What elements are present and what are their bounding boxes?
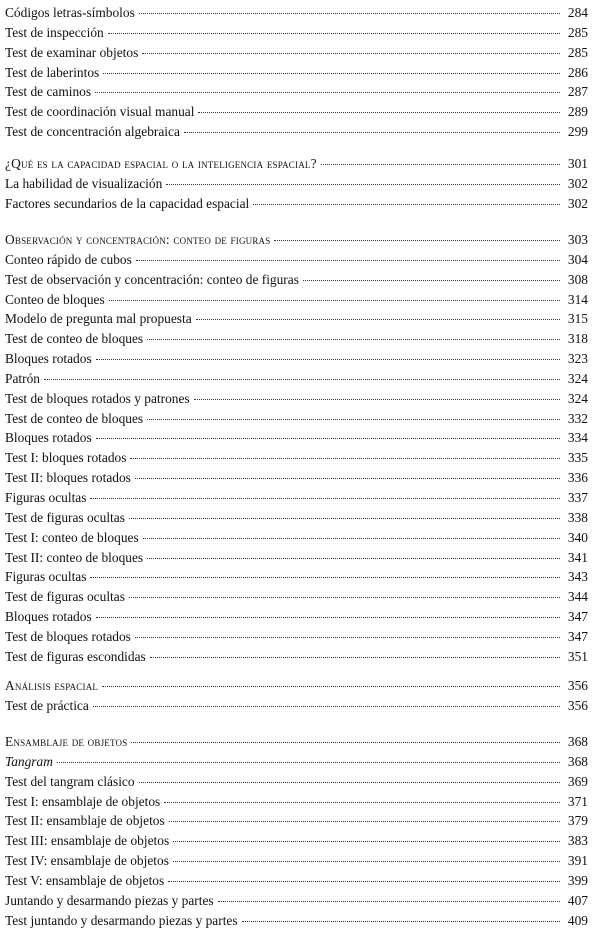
toc-entry-page: 334: [567, 430, 588, 446]
toc-entry-title: Test I: bloques rotados: [5, 450, 127, 466]
toc-entry: [0, 831, 600, 851]
toc-entry-title: Test de caminos: [5, 84, 92, 100]
toc-section: [0, 154, 600, 214]
toc-entry-title: Bloques rotados: [5, 351, 92, 367]
dot-leader: [135, 477, 560, 479]
toc-entry-page: 324: [567, 370, 588, 386]
toc-entry-title: ¿Qué es la capacidad espacial o la inteligencia espacial?: [5, 156, 317, 171]
dot-leader: [93, 705, 560, 707]
toc-entry: [0, 732, 600, 752]
toc-entry: [0, 369, 600, 389]
dot-leader: [131, 741, 560, 743]
toc-entry-title: Test II: bloques rotados: [5, 470, 131, 486]
toc-entry-title: Test del tangram clásico: [5, 773, 135, 789]
toc-entry-title: Test de examinar objetos: [5, 44, 139, 60]
toc-entry-title: Test de bloques rotados y patrones: [5, 390, 190, 406]
dot-leader: [129, 517, 560, 519]
toc-entry-page: 308: [567, 271, 588, 287]
toc-entry-title: Test de bloques rotados: [5, 628, 131, 644]
toc-entry-title: Juntando y desarmando piezas y partes: [5, 892, 214, 908]
toc-entry-page: 344: [567, 589, 588, 605]
toc-entry-title: Test juntando y desarmando piezas y partes: [5, 912, 238, 928]
toc-entry-page: 347: [567, 609, 588, 625]
toc-entry-title: Modelo de pregunta mal propuesta: [5, 311, 192, 327]
toc-entry-title: Observación y concentración: conteo de figuras: [5, 232, 271, 247]
toc-entry-title: Patrón: [5, 370, 40, 386]
dot-leader: [147, 338, 560, 340]
toc-entry-page: 347: [567, 628, 588, 644]
toc-entry-title: Análisis espacial: [5, 678, 99, 693]
dot-leader: [108, 32, 560, 34]
toc-entry: [0, 174, 600, 194]
toc-entry-page: 286: [567, 64, 588, 80]
toc-entry: [0, 752, 600, 772]
toc-entry: [0, 696, 600, 716]
toc-entry-title: La habilidad de visualización: [5, 175, 163, 191]
toc-entry-page: 337: [567, 489, 588, 505]
toc-entry: [0, 230, 600, 250]
dot-leader: [57, 761, 560, 763]
dot-leader: [142, 52, 560, 54]
toc-entry: [0, 3, 600, 23]
toc-entry-page: 301: [567, 156, 588, 171]
toc-entry-page: 338: [567, 509, 588, 525]
toc-entry-title: Test de práctica: [5, 697, 89, 713]
toc-entry: [0, 871, 600, 891]
dot-leader: [135, 636, 560, 638]
toc-entry-title: Test de coordinación visual manual: [5, 104, 195, 120]
toc-entry-page: 303: [567, 232, 588, 247]
toc-entry: [0, 329, 600, 349]
dot-leader: [150, 656, 560, 658]
toc-entry: [0, 43, 600, 63]
toc-entry: [0, 528, 600, 548]
toc-entry-page: 407: [567, 892, 588, 908]
toc-entry: [0, 851, 600, 871]
dot-leader: [173, 860, 560, 862]
toc-entry-page: 368: [567, 734, 588, 749]
toc-entry-title: Test III: ensamblaje de objetos: [5, 833, 170, 849]
toc-entry: [0, 468, 600, 488]
toc-entry-page: 383: [567, 833, 588, 849]
toc-entry-title: Test de observación y concentración: conteo de figuras: [5, 271, 299, 287]
toc-entry: [0, 488, 600, 508]
dot-leader: [139, 12, 560, 14]
toc-entry-page: 399: [567, 872, 588, 888]
toc-entry-page: 341: [567, 549, 588, 565]
toc-entry-title: Figuras ocultas: [5, 569, 87, 585]
dot-leader: [198, 111, 560, 113]
toc-section: [0, 676, 600, 716]
toc-entry: [0, 250, 600, 270]
toc-entry-title: Test de conteo de bloques: [5, 410, 144, 426]
toc-section: [0, 3, 600, 142]
toc-entry-page: 369: [567, 773, 588, 789]
toc-entry: [0, 548, 600, 568]
toc-entry: [0, 309, 600, 329]
toc-entry-page: 343: [567, 569, 588, 585]
toc-entry: [0, 508, 600, 528]
toc-entry: [0, 389, 600, 409]
dot-leader: [196, 318, 560, 320]
dot-leader: [139, 781, 560, 783]
toc-entry-page: 336: [567, 470, 588, 486]
toc-entry-page: 284: [567, 5, 588, 20]
dot-leader: [102, 685, 560, 687]
toc-entry: [0, 587, 600, 607]
toc-entry-title: Bloques rotados: [5, 609, 92, 625]
toc-entry-title: Test II: ensamblaje de objetos: [5, 813, 165, 829]
dot-leader: [90, 576, 560, 578]
toc-entry-page: 285: [567, 24, 588, 40]
toc-entry-title: Test I: conteo de bloques: [5, 529, 139, 545]
toc-entry-page: 315: [567, 311, 588, 327]
toc-entry-title: Conteo rápido de cubos: [5, 251, 132, 267]
toc-entry-title: Test I: ensamblaje de objetos: [5, 793, 161, 809]
toc-entry-title: Test de figuras escondidas: [5, 648, 146, 664]
toc-entry: [0, 194, 600, 214]
toc-entry-page: 302: [567, 195, 588, 211]
dot-leader: [169, 820, 560, 822]
toc-entry: [0, 811, 600, 831]
dot-leader: [164, 801, 560, 803]
toc-entry-page: 335: [567, 450, 588, 466]
toc-entry: [0, 627, 600, 647]
toc-entry-page: 368: [567, 753, 588, 769]
toc-entry: [0, 349, 600, 369]
dot-leader: [184, 131, 560, 133]
dot-leader: [147, 557, 560, 559]
dot-leader: [136, 259, 560, 261]
toc-entry-page: 287: [567, 84, 588, 100]
dot-leader: [242, 920, 560, 922]
toc-entry-title: Test II: conteo de bloques: [5, 549, 144, 565]
toc-entry-page: 314: [567, 291, 588, 307]
dot-leader: [173, 840, 560, 842]
dot-leader: [218, 900, 560, 902]
toc-entry-title: Test de concentración algebraica: [5, 124, 180, 140]
dot-leader: [303, 279, 560, 281]
dot-leader: [129, 596, 560, 598]
dot-leader: [147, 418, 560, 420]
toc-section: [0, 230, 600, 667]
dot-leader: [130, 457, 560, 459]
dot-leader: [194, 398, 560, 400]
toc-entry-title: Test de inspección: [5, 24, 104, 40]
toc-entry: [0, 122, 600, 142]
toc-entry-page: 391: [567, 853, 588, 869]
toc-entry-title: Test de laberintos: [5, 64, 100, 80]
toc-entry-page: 340: [567, 529, 588, 545]
toc-entry-title: Test de figuras ocultas: [5, 589, 125, 605]
toc-entry-title: Test IV: ensamblaje de objetos: [5, 853, 169, 869]
toc-entry: [0, 448, 600, 468]
toc-entry: [0, 607, 600, 627]
toc-entry-page: 356: [567, 697, 588, 713]
toc-entry-page: 409: [567, 912, 588, 928]
toc-entry: [0, 772, 600, 792]
dot-leader: [90, 497, 560, 499]
toc-entry-title: Test de conteo de bloques: [5, 331, 144, 347]
dot-leader: [143, 537, 560, 539]
toc-entry: [0, 567, 600, 587]
toc-entry-page: 299: [567, 124, 588, 140]
toc-entry-title: Tangram: [5, 753, 53, 769]
toc-entry: [0, 409, 600, 429]
dot-leader: [96, 358, 560, 360]
toc-entry: [0, 63, 600, 83]
toc-entry: [0, 792, 600, 812]
toc-entry: [0, 647, 600, 667]
toc-entry-title: Test V: ensamblaje de objetos: [5, 872, 165, 888]
dot-leader: [166, 183, 560, 185]
toc-entry-title: Bloques rotados: [5, 430, 92, 446]
toc-entry-page: 351: [567, 648, 588, 664]
toc-entry-title: Figuras ocultas: [5, 489, 87, 505]
toc-entry-page: 356: [567, 678, 588, 693]
toc-section: [0, 732, 600, 930]
toc-entry-title: Test de figuras ocultas: [5, 509, 125, 525]
dot-leader: [274, 239, 560, 241]
dot-leader: [96, 437, 560, 439]
toc-entry-page: 379: [567, 813, 588, 829]
toc-entry-title: Ensamblaje de objetos: [5, 734, 128, 749]
toc-entry: [0, 911, 600, 931]
toc-entry: [0, 676, 600, 696]
toc-entry-page: 289: [567, 104, 588, 120]
toc-entry-title: Códigos letras-símbolos: [5, 5, 135, 20]
toc-entry: [0, 154, 600, 174]
toc-entry-page: 285: [567, 44, 588, 60]
toc-entry-page: 332: [567, 410, 588, 426]
toc-entry-title: Conteo de bloques: [5, 291, 105, 307]
toc-entry: [0, 102, 600, 122]
toc-entry: [0, 428, 600, 448]
toc-entry-title: Factores secundarios de la capacidad espacial: [5, 195, 250, 211]
toc-entry: [0, 82, 600, 102]
toc-entry: [0, 23, 600, 43]
toc-entry-page: 323: [567, 351, 588, 367]
toc-entry: [0, 270, 600, 290]
toc-entry-page: 318: [567, 331, 588, 347]
dot-leader: [321, 163, 560, 165]
dot-leader: [253, 203, 560, 205]
toc-entry-page: 371: [567, 793, 588, 809]
dot-leader: [168, 880, 560, 882]
dot-leader: [103, 72, 560, 74]
dot-leader: [44, 378, 560, 380]
toc-entry-page: 324: [567, 390, 588, 406]
toc-entry-page: 304: [567, 251, 588, 267]
toc-entry: [0, 891, 600, 911]
dot-leader: [95, 91, 560, 93]
toc-entry-page: 302: [567, 175, 588, 191]
dot-leader: [109, 299, 560, 301]
dot-leader: [96, 616, 560, 618]
toc-entry: [0, 290, 600, 310]
